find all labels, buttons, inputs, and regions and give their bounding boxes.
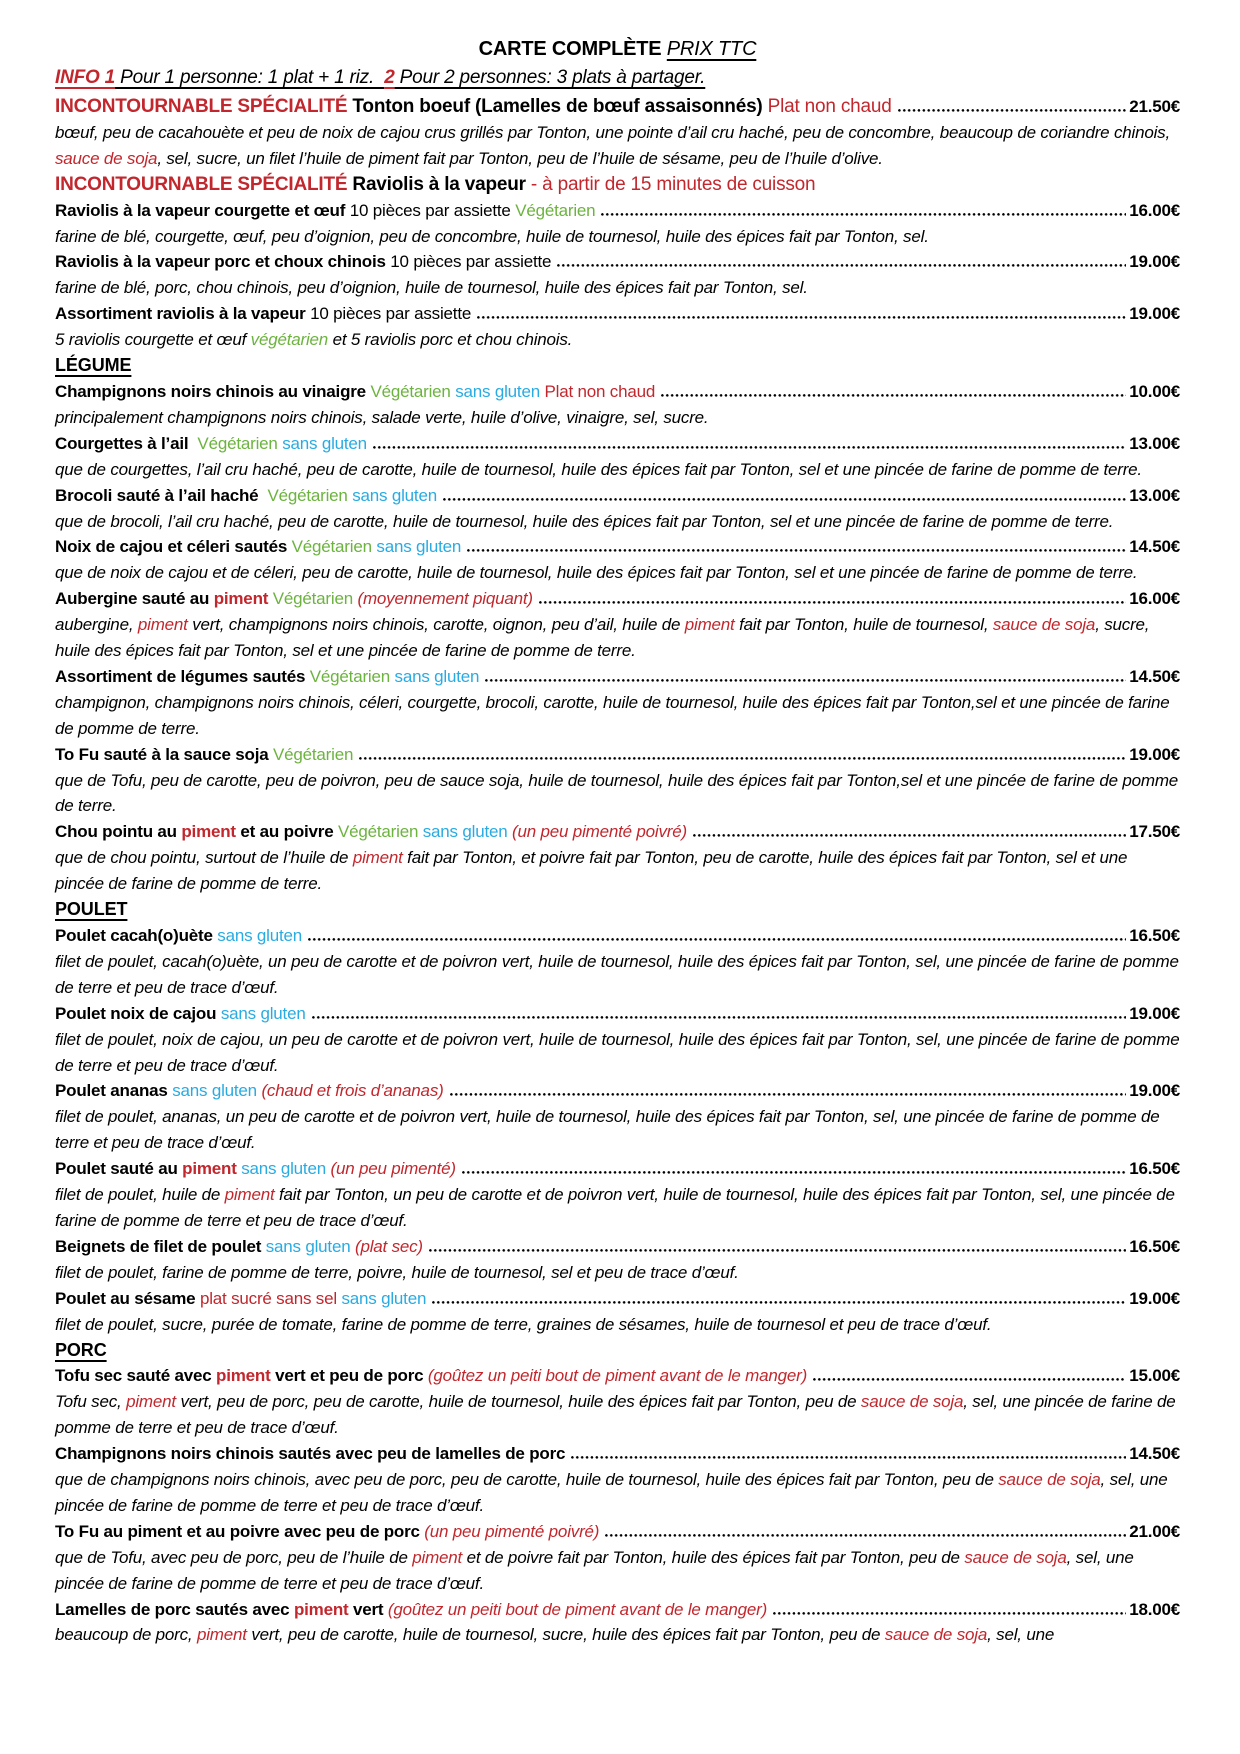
text-span: et de poivre fait par Tonton, huile des épices fait par Tonton, peu de (462, 1547, 965, 1567)
text-span: Chou pointu au (55, 822, 182, 842)
text-span: Tofu sec sauté avec (55, 1366, 217, 1386)
item-description (55, 1104, 1180, 1156)
text-span: Brocoli sauté à l’ail haché (55, 485, 263, 505)
text-span: Végétarien (370, 381, 456, 401)
dotted-leader (373, 446, 1126, 449)
item-price: 19.00€ (1129, 304, 1180, 324)
text-span: piment (216, 1366, 271, 1386)
text-span: sauce de soja (998, 1470, 1101, 1490)
menu-item-row (55, 431, 1180, 457)
text-span: INCONTOURNABLE SPÉCIALITÉ (55, 96, 353, 117)
menu-item-row (55, 1363, 1180, 1389)
text-span: Végétarien (337, 822, 423, 842)
text-span: Courgettes à l’ail (55, 433, 193, 453)
text-span: (un peu pimenté poivré) (424, 1521, 600, 1541)
item-title (55, 1156, 456, 1182)
text-span: sans gluten (376, 537, 462, 557)
item-price: 17.50€ (1129, 822, 1180, 842)
page-title (55, 36, 1180, 63)
text-span: piment (182, 1159, 242, 1179)
menu-item-row (55, 586, 1180, 612)
item-description (55, 1622, 1180, 1648)
item-price: 21.00€ (1129, 1521, 1180, 1541)
dotted-leader (693, 834, 1126, 837)
text-span: farine de blé, courgette, œuf, peu d’oignion, peu de concombre, huile de tournesol, huile des épices fait par Tonton, sel. (55, 226, 929, 246)
item-price: 15.00€ (1129, 1366, 1180, 1386)
section-heading-label: POULET (55, 899, 128, 920)
item-title (55, 379, 655, 405)
text-span: piment (196, 1625, 247, 1645)
text-span: Tonton boeuf (Lamelles de bœuf assaisonnés) (352, 96, 768, 117)
text-span: Végétarien (262, 485, 353, 505)
item-price: 16.50€ (1129, 1236, 1180, 1256)
text-span: Poulet ananas (55, 1081, 173, 1101)
text-span: sans gluten (241, 1159, 331, 1179)
item-title (55, 1078, 444, 1104)
menu-item-row (55, 1519, 1180, 1545)
text-span: Végétarien (515, 200, 596, 220)
text-span: que de brocoli, l’ail cru haché, peu de carotte, huile de tournesol, huile des épices fait par Tonton, sel et une pincée de farine de pomme de terre. (55, 511, 1114, 531)
text-span: que de Tofu, peu de carotte, peu de poivron, peu de sauce soja, huile de tournesol, huile des épices fait par Tonton,sel et une pincée de farine de pomme de terre. (55, 770, 1179, 816)
item-description (55, 1260, 1180, 1286)
menu-note-row (55, 172, 1180, 198)
dotted-leader (601, 213, 1126, 216)
dotted-leader (605, 1534, 1126, 1537)
item-title (55, 1286, 426, 1312)
text-span: piment (684, 615, 735, 635)
menu-item-row (55, 1441, 1180, 1467)
item-title (55, 819, 687, 845)
dotted-leader (450, 1093, 1127, 1096)
item-description (55, 275, 1180, 301)
text-span: filet de poulet, cacah(o)uète, un peu de carotte et de poivron vert, huile de tournesol, huile des épices fait par Tonton, sel, une pincée de farine de pomme de terre et peu de trace d’œuf. (55, 951, 1179, 997)
dotted-leader (485, 679, 1126, 682)
item-price: 16.00€ (1129, 200, 1180, 220)
text-span: Poulet noix de cajou (55, 1003, 221, 1023)
text-span: (goûtez un peiti bout de piment avant de le manger) (427, 1366, 808, 1386)
page-title-main: CARTE COMPLÈTE (478, 38, 662, 60)
text-span: sans gluten (220, 1003, 306, 1023)
text-span: Végétarien (273, 744, 354, 764)
item-price: 14.50€ (1129, 1444, 1180, 1464)
menu-item-row (55, 94, 1180, 120)
text-span: farine de blé, porc, chou chinois, peu d’oignion, huile de tournesol, huile des épices fait par Tonton, sel. (55, 278, 808, 298)
item-title (55, 534, 461, 560)
menu-item-row (55, 1001, 1180, 1027)
menu-list (55, 94, 1180, 1648)
section-heading (55, 897, 1180, 923)
text-span: Lamelles de porc sautés avec (55, 1599, 294, 1619)
text-span: piment (293, 1599, 349, 1619)
text-span: Assortiment raviolis à la vapeur (55, 304, 311, 324)
text-span: vert et peu de porc (270, 1366, 428, 1386)
text-span: que de noix de cajou et de céleri, peu de carotte, huile de tournesol, huile des épices fait par Tonton, sel et une pincée de farine de pomme de terre. (55, 563, 1138, 583)
text-span: , sel, une pincée de farine de pomme de terre et peu de trace d’œuf. (55, 1470, 1168, 1515)
text-span: sans gluten (172, 1081, 262, 1101)
section-heading (55, 1338, 1180, 1364)
text-span: 5 raviolis courgette et œuf (55, 330, 251, 350)
text-span: Raviolis à la vapeur courgette et œuf (55, 200, 350, 220)
text-span: Champignons noirs chinois sautés avec peu de lamelles de porc (55, 1444, 566, 1464)
dotted-leader (443, 498, 1126, 501)
item-title (55, 1363, 807, 1389)
item-description (55, 1182, 1180, 1234)
item-title (55, 1441, 565, 1467)
menu-item-row (55, 1286, 1180, 1312)
text-span: 10 pièces par assiette (349, 200, 516, 220)
text-span: filet de poulet, noix de cajou, un peu de carotte et de poivron vert, huile de tournesol, huile des épices fait par Tonton, sel, une pincée de farine de pomme de terre et peu de trace d’œuf. (55, 1029, 1180, 1075)
item-title (55, 664, 479, 690)
text-span: , sel, sucre, un filet l’huile de piment fait par Tonton, peu de l’huile de sésame, peu de l’huile d’olive. (157, 148, 883, 168)
item-price: 19.00€ (1129, 1288, 1180, 1308)
item-description (55, 405, 1180, 431)
item-title (55, 483, 437, 509)
item-title (55, 742, 353, 768)
item-price: 13.00€ (1129, 485, 1180, 505)
text-span: sans gluten (217, 926, 303, 945)
text-span: fait par Tonton, huile de tournesol, (734, 615, 993, 635)
item-title (55, 1519, 599, 1545)
text-span: Plat non chaud (767, 96, 892, 117)
item-title (55, 1001, 306, 1027)
text-span: que de champignons noirs chinois, avec peu de porc, peu de carotte, huile de tournesol, huile des épices fait par Tonton, peu de (55, 1470, 999, 1490)
text-span: bœuf, peu de cacahouète et peu de noix de cajou crus grillés par Tonton, une pointe d’ail cru haché, peu de concombre, beaucoup de coriandre chinois, (55, 122, 1170, 142)
dotted-leader (557, 264, 1126, 267)
menu-item-row (55, 249, 1180, 275)
text-span: piment (137, 615, 188, 635)
info-line (55, 64, 1180, 92)
menu-item-row (55, 379, 1180, 405)
text-span: sauce de soja (55, 148, 158, 168)
text-span: piment (213, 589, 273, 609)
text-span: , sel, une pincée de farine de pomme de terre et peu de trace d’œuf. (55, 1392, 1176, 1438)
menu-item-row (55, 1156, 1180, 1182)
dotted-leader (359, 757, 1126, 760)
menu-item-row (55, 534, 1180, 560)
item-description (55, 1545, 1180, 1597)
text-span: Poulet au sésame (55, 1288, 200, 1308)
item-description (55, 1467, 1180, 1519)
menu-item-row (55, 1597, 1180, 1623)
text-span: sauce de soja (884, 1625, 988, 1645)
item-price: 14.50€ (1129, 666, 1180, 686)
item-title (55, 586, 533, 612)
text-span: - à partir de 15 minutes de cuisson (525, 173, 816, 195)
text-span: Noix de cajou et céleri sautés (55, 537, 292, 557)
item-price: 16.50€ (1129, 926, 1180, 945)
text-span: , sel, une (987, 1625, 1055, 1645)
text-span: , sucre, huile des épices fait par Tonton, sel et une pincée de farine de pomme de terre. (55, 615, 1150, 661)
item-description (55, 949, 1180, 1001)
item-title (55, 172, 815, 198)
text-span: que de chou pointu, surtout de l’huile de (55, 848, 353, 868)
text-span: Aubergine sauté au (55, 589, 214, 609)
text-span: sans gluten (341, 1288, 427, 1308)
text-span: (moyennement piquant) (357, 589, 533, 609)
item-title (55, 301, 471, 327)
item-price: 13.00€ (1129, 433, 1180, 453)
text-span: Beignets de filet de poulet (55, 1236, 266, 1256)
menu-item-row (55, 742, 1180, 768)
item-title (55, 94, 892, 120)
text-span: que de courgettes, l’ail cru haché, peu de carotte, huile de tournesol, huile des épices fait par Tonton, sel et une pincée de farine de pomme de terre. (55, 459, 1142, 479)
item-price: 19.00€ (1129, 1003, 1180, 1023)
text-span: (un peu pimenté) (330, 1159, 456, 1179)
text-span: vert, peu de carotte, huile de tournesol, sucre, huile des épices fait par Tonton, peu de (246, 1625, 885, 1645)
text-span: que de Tofu, avec peu de porc, peu de l’huile de (55, 1547, 413, 1567)
text-span: Pour 2 personnes: 3 plats à partager. (394, 67, 706, 88)
text-span: Végétarien (291, 537, 377, 557)
section-heading-label: PORC (55, 1339, 107, 1360)
text-span: sans gluten (422, 822, 513, 842)
dotted-leader (813, 1378, 1126, 1381)
text-span: (chaud et frois d’ananas) (261, 1081, 444, 1101)
item-title (55, 198, 595, 224)
item-description (55, 1027, 1180, 1079)
item-description (55, 845, 1180, 897)
item-description (55, 457, 1180, 483)
text-span: Poulet sauté au (55, 1159, 183, 1179)
item-description (55, 612, 1180, 664)
text-span: Végétarien (192, 433, 283, 453)
text-span: (plat sec) (354, 1236, 423, 1256)
section-heading (55, 353, 1180, 379)
menu-item-row (55, 483, 1180, 509)
text-span: filet de poulet, huile de (55, 1185, 225, 1205)
text-span: fait par Tonton, et poivre fait par Tonton, peu de carotte, huile des épices fait par Tonton, sel et une pincée de farine de pomme de terre. (55, 848, 1128, 894)
menu-item-row (55, 1078, 1180, 1104)
text-span: aubergine, (55, 615, 138, 635)
text-span: To Fu sauté à la sauce soja (55, 744, 273, 764)
item-description (55, 120, 1180, 172)
text-span: piment (181, 822, 236, 842)
text-span: sauce de soja (992, 615, 1096, 635)
menu-item-row (55, 1234, 1180, 1260)
dotted-leader (571, 1456, 1126, 1459)
text-span: Raviolis à la vapeur porc et choux chinois (55, 252, 391, 272)
text-span: (un peu pimenté poivré) (512, 822, 687, 842)
text-span: Végétarien (272, 589, 358, 609)
text-span: sans gluten (352, 485, 437, 505)
text-span: Plat non chaud (544, 381, 656, 401)
item-description (55, 327, 1180, 353)
text-span: Champignons noirs chinois au vinaigre (55, 381, 371, 401)
item-description (55, 509, 1180, 535)
text-span: sans gluten (455, 381, 545, 401)
text-span: Pour 1 personne: 1 plat + 1 riz. (115, 67, 385, 88)
text-span: vert, peu de porc, peu de carotte, huile de tournesol, huile des épices fait par Tonton, peu de (175, 1392, 861, 1412)
text-span: filet de poulet, farine de pomme de terre, poivre, huile de tournesol, sel et peu de trace d’œuf. (55, 1262, 739, 1282)
text-span: sans gluten (282, 433, 367, 453)
text-span: piment (224, 1185, 275, 1205)
item-title (55, 431, 367, 457)
menu-item-row (55, 301, 1180, 327)
text-span: Végétarien (309, 666, 395, 686)
item-price: 19.00€ (1129, 1081, 1180, 1101)
text-span: vert (348, 1599, 388, 1619)
text-span: Poulet cacah(o)uète (55, 926, 218, 945)
dotted-leader (429, 1249, 1126, 1252)
text-span: principalement champignons noirs chinois, salade verte, huile d’olive, vinaigre, sel, sucre. (55, 407, 709, 427)
text-span: 10 pièces par assiette (310, 304, 472, 324)
text-span: 2 (384, 67, 395, 88)
dotted-leader (462, 1171, 1126, 1174)
dotted-leader (308, 938, 1126, 941)
text-span: filet de poulet, sucre, purée de tomate, farine de pomme de terre, graines de sésames, huile de tournesol et peu de trace d’œuf. (55, 1314, 992, 1334)
menu-item-row (55, 923, 1180, 949)
item-price: 10.00€ (1129, 381, 1180, 401)
item-price: 18.00€ (1129, 1599, 1180, 1619)
text-span: champignon, champignons noirs chinois, céleri, courgette, brocoli, carotte, huile de tournesol, huile des épices fait par Tonton,sel et une pincée de farine de pomme de terre. (55, 692, 1170, 738)
text-span: fait par Tonton, un peu de carotte et de poivron vert, huile de tournesol, huile des épices fait par Tonton, sel, une pincée de farine de pomme de terre et peu de trace d’œuf. (55, 1185, 1175, 1230)
item-description (55, 1389, 1180, 1441)
text-span: plat sucré sans sel (199, 1288, 342, 1308)
item-title (55, 1597, 767, 1623)
dotted-leader (773, 1612, 1126, 1615)
dotted-leader (477, 316, 1126, 319)
item-description (55, 768, 1180, 820)
section-heading-label: LÉGUME (55, 355, 132, 376)
menu-item-row (55, 198, 1180, 224)
menu-item-row (55, 664, 1180, 690)
dotted-leader (312, 1016, 1127, 1019)
page-title-sub: PRIX TTC (666, 38, 757, 60)
item-description (55, 560, 1180, 586)
item-price: 16.50€ (1129, 1159, 1180, 1179)
text-span: Tofu sec, (55, 1392, 127, 1412)
item-description (55, 690, 1180, 742)
text-span: Raviolis à la vapeur (352, 173, 526, 195)
text-span: sauce de soja (964, 1547, 1067, 1567)
text-span: sauce de soja (860, 1392, 964, 1412)
text-span: sans gluten (394, 666, 480, 686)
text-span: INCONTOURNABLE SPÉCIALITÉ (55, 173, 353, 195)
text-span: piment (412, 1547, 463, 1567)
dotted-leader (467, 549, 1126, 552)
text-span: beaucoup de porc, (55, 1625, 197, 1645)
text-span: et au poivre (235, 822, 338, 842)
text-span: 10 pièces par assiette (390, 252, 552, 272)
text-span: et 5 raviolis porc et chou chinois. (328, 330, 573, 350)
text-span: Assortiment de légumes sautés (55, 666, 310, 686)
dotted-leader (898, 109, 1127, 112)
text-span: piment (352, 848, 403, 868)
text-span: piment (126, 1392, 176, 1412)
item-price: 19.00€ (1129, 744, 1180, 764)
text-span: INFO 1 (55, 67, 116, 88)
item-description (55, 224, 1180, 250)
text-span: sans gluten (265, 1236, 355, 1256)
text-span: vert, champignons noirs chinois, carotte, oignon, peu d’ail, huile de (187, 615, 685, 635)
item-price: 14.50€ (1129, 537, 1180, 557)
item-title (55, 923, 302, 949)
dotted-leader (539, 601, 1126, 604)
item-title (55, 1234, 423, 1260)
text-span: filet de poulet, ananas, un peu de carotte et de poivron vert, huile de tournesol, huile des épices fait par Tonton, sel, une pincée de farine de pomme de terre et peu de trace d’œuf. (55, 1107, 1160, 1153)
text-span: végétarien (250, 330, 329, 350)
dotted-leader (661, 394, 1126, 397)
menu-item-row (55, 819, 1180, 845)
item-price: 16.00€ (1129, 589, 1180, 609)
item-price: 19.00€ (1129, 252, 1180, 272)
item-price: 21.50€ (1129, 97, 1180, 116)
item-title (55, 249, 551, 275)
dotted-leader (432, 1301, 1126, 1304)
text-span: To Fu au piment et au poivre avec peu de porc (55, 1521, 425, 1541)
text-span: , sel, une pincée de farine de pomme de terre et peu de trace d’œuf. (55, 1547, 1134, 1593)
item-description (55, 1312, 1180, 1338)
text-span: (goûtez un peiti bout de piment avant de le manger) (387, 1599, 768, 1619)
